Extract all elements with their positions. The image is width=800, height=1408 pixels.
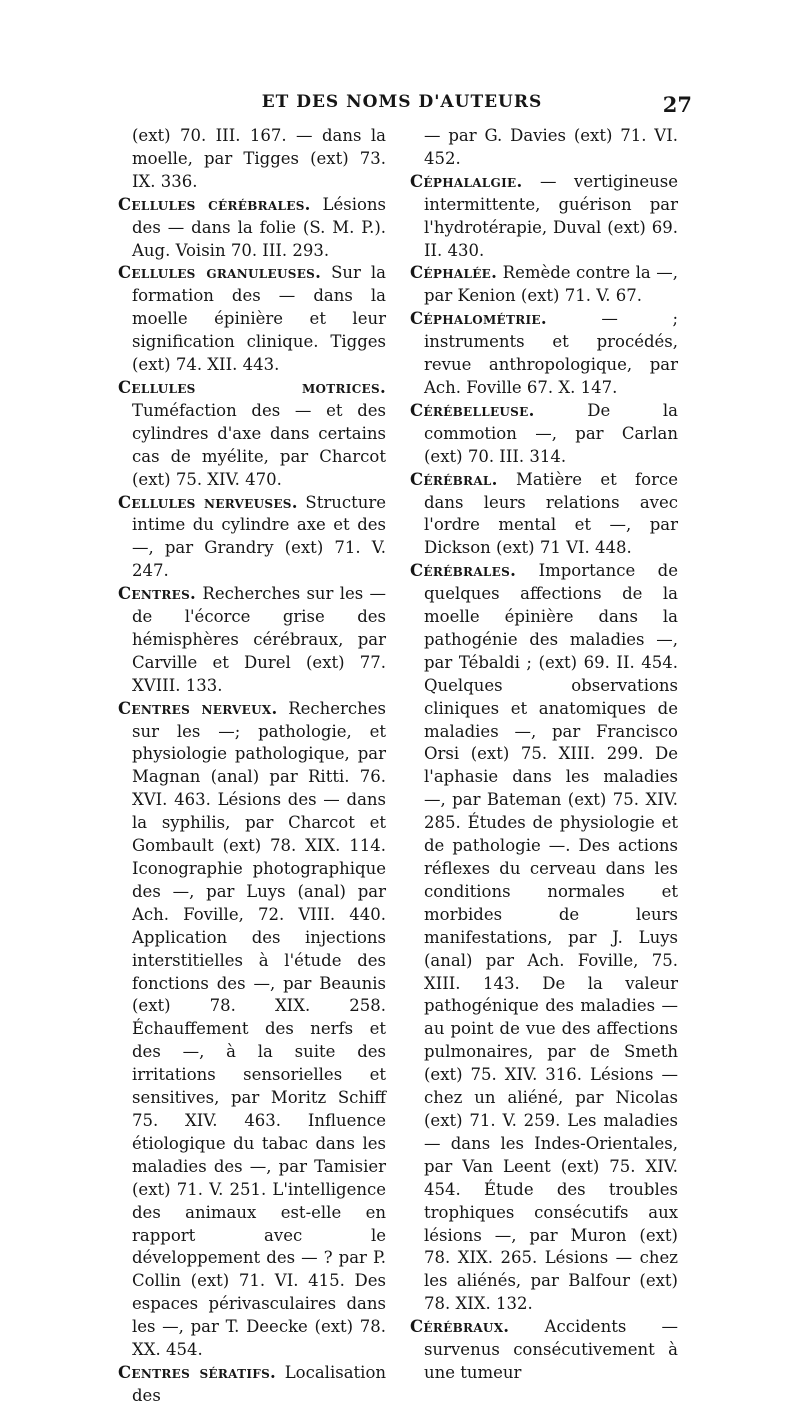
entry-headword: Cérébrales. bbox=[410, 561, 517, 581]
entry-text: Localisation des bbox=[132, 1362, 386, 1405]
entry-text: Lésions des — dans la folie (S. M. P.). Aug. Voisin 70. III. 293. bbox=[132, 194, 386, 260]
left-column bbox=[118, 125, 386, 1408]
index-entry bbox=[118, 377, 386, 492]
entry-text: — ; instruments et procédés, revue anthropologique, par Ach. Foville 67. X. 147. bbox=[424, 309, 678, 397]
entry-headword: Centres sératifs. bbox=[118, 1362, 277, 1382]
entry-text: Structure intime du cylindre axe et des —, par Grandry (ext) 71. V. 247. bbox=[132, 492, 387, 581]
index-entry bbox=[118, 583, 386, 698]
index-entry bbox=[410, 400, 678, 469]
entry-headword: Cérébelleuse. bbox=[410, 400, 535, 420]
entry-text: Matière et force dans leurs relations avec l'ordre mental et —, par Dickson (ext) 71 VI. 448. bbox=[424, 469, 678, 558]
entry-text: De la commotion —, par Carlan (ext) 70. III. 314. bbox=[424, 400, 678, 466]
entry-headword: Cérébraux. bbox=[410, 1317, 510, 1337]
entry-text: Remède contre la —, par Kenion (ext) 71. V. 67. bbox=[424, 263, 678, 306]
page-title: ET DES NOMS D'AUTEURS bbox=[261, 92, 543, 112]
index-entry bbox=[118, 125, 386, 194]
entry-text: — par G. Davies (ext) 71. VI. 452. bbox=[424, 126, 678, 168]
index-entry bbox=[410, 469, 678, 561]
entry-headword: Cellules cérébrales. bbox=[118, 194, 311, 214]
entry-text: Recherches sur les — de l'écorce grise des hémisphères cérébraux, par Carville et Durel (ext) 77. XVIII. 133. bbox=[132, 584, 386, 695]
entry-text: Recherches sur les —; pathologie, et physiologie pathologique, par Magnan (anal) par Ritti. 76. XVI. 463. Lésions des — dans la syphilis, par Charcot et Gombault (ext) 78. XIX. 114. Iconographie photographique des —, par Luys (anal) par Ach. Foville, 72. VIII. 440. Application des injections interstitielles à l'étude des fonctions des —, par Beaunis (ext) 78. XIX. 258. Échauffement des nerfs et des —, à la suite des irritations sensorielles et sensitives, par Moritz Schiff 75. XIV. 463. Influence étiologique du tabac dans les maladies des —, par Tamisier (ext) 71. V. 251. L'intelligence des animaux est-elle en rapport avec le développement des — ? par P. Collin (ext) 71. VI. 415. Des espaces périvasculaires dans les —, par T. Deecke (ext) 78. XX. 454. bbox=[132, 698, 386, 1360]
entry-text: Importance de quelques affections de la moelle épinière dans la pathogénie des maladies —, par Tébaldi ; (ext) 69. II. 454. Quelques observations cliniques et anatomiques de maladies —, par Francisco Orsi (ext) 75. XIII. 299. De l'aphasie dans les maladies —, par Bateman (ext) 75. XIV. 285. Études de physiologie et de pathologie —. Des actions réflexes du cerveau dans les conditions normales et morbides de leurs manifestations, par J. Luys (anal) par Ach. Foville, 75. XIII. 143. De la valeur pathogénique des maladies — au point de vue des affections pulmonaires, par de Smeth (ext) 75. XIV. 316. Lésions — chez un aliéné, par Nicolas (ext) 71. V. 259. Les maladies — dans les Indes-Orientales, par Van Leent (ext) 75. XIV. 454. Étude des troubles trophiques consécutifs aux lésions —, par Muron (ext) 78. XIX. 265. Lésions — chez les aliénés, par Balfour (ext) 78. XIX. 132. bbox=[424, 561, 678, 1314]
entry-headword: Centres nerveux. bbox=[118, 698, 278, 718]
entry-text: Tuméfaction des — et des cylindres d'axe dans certains cas de myélite, par Charcot (ext) 75. XIV. 470. bbox=[132, 400, 386, 489]
entry-headword: Centres. bbox=[118, 584, 197, 604]
running-head bbox=[112, 92, 692, 118]
entry-text: — vertigineuse intermittente, guérison par l'hydrotérapie, Duval (ext) 69. II. 430. bbox=[424, 171, 678, 260]
index-entry bbox=[410, 171, 678, 263]
index-entry bbox=[410, 560, 678, 1316]
index-entry bbox=[410, 262, 678, 308]
index-entry bbox=[410, 308, 678, 400]
entry-text: Accidents — survenus consécutivement à une tumeur bbox=[424, 1317, 678, 1382]
index-entry bbox=[118, 492, 386, 584]
entry-headword: Cellules motrices. bbox=[118, 377, 386, 397]
entry-headword: Céphalalgie. bbox=[410, 171, 523, 191]
right-column bbox=[410, 125, 678, 1385]
entry-text: Sur la formation des — dans la moelle épinière et leur signification clinique. Tigges (ext) 74. XII. 443. bbox=[132, 263, 386, 375]
entry-headword: Céphalée. bbox=[410, 263, 498, 283]
index-entry bbox=[410, 125, 678, 171]
page-number: 27 bbox=[662, 92, 692, 117]
entry-headword: Céphalométrie. bbox=[410, 309, 547, 329]
entry-headword: Cellules nerveuses. bbox=[118, 492, 298, 512]
entry-headword: Cérébral. bbox=[410, 469, 498, 489]
entry-text: (ext) 70. III. 167. — dans la moelle, par Tigges (ext) 73. IX. 336. bbox=[132, 126, 386, 191]
index-entry bbox=[118, 1362, 386, 1408]
index-entry bbox=[410, 1316, 678, 1385]
index-entry bbox=[118, 262, 386, 377]
entry-headword: Cellules granuleuses. bbox=[118, 263, 322, 283]
index-entry bbox=[118, 698, 386, 1362]
index-entry bbox=[118, 194, 386, 263]
